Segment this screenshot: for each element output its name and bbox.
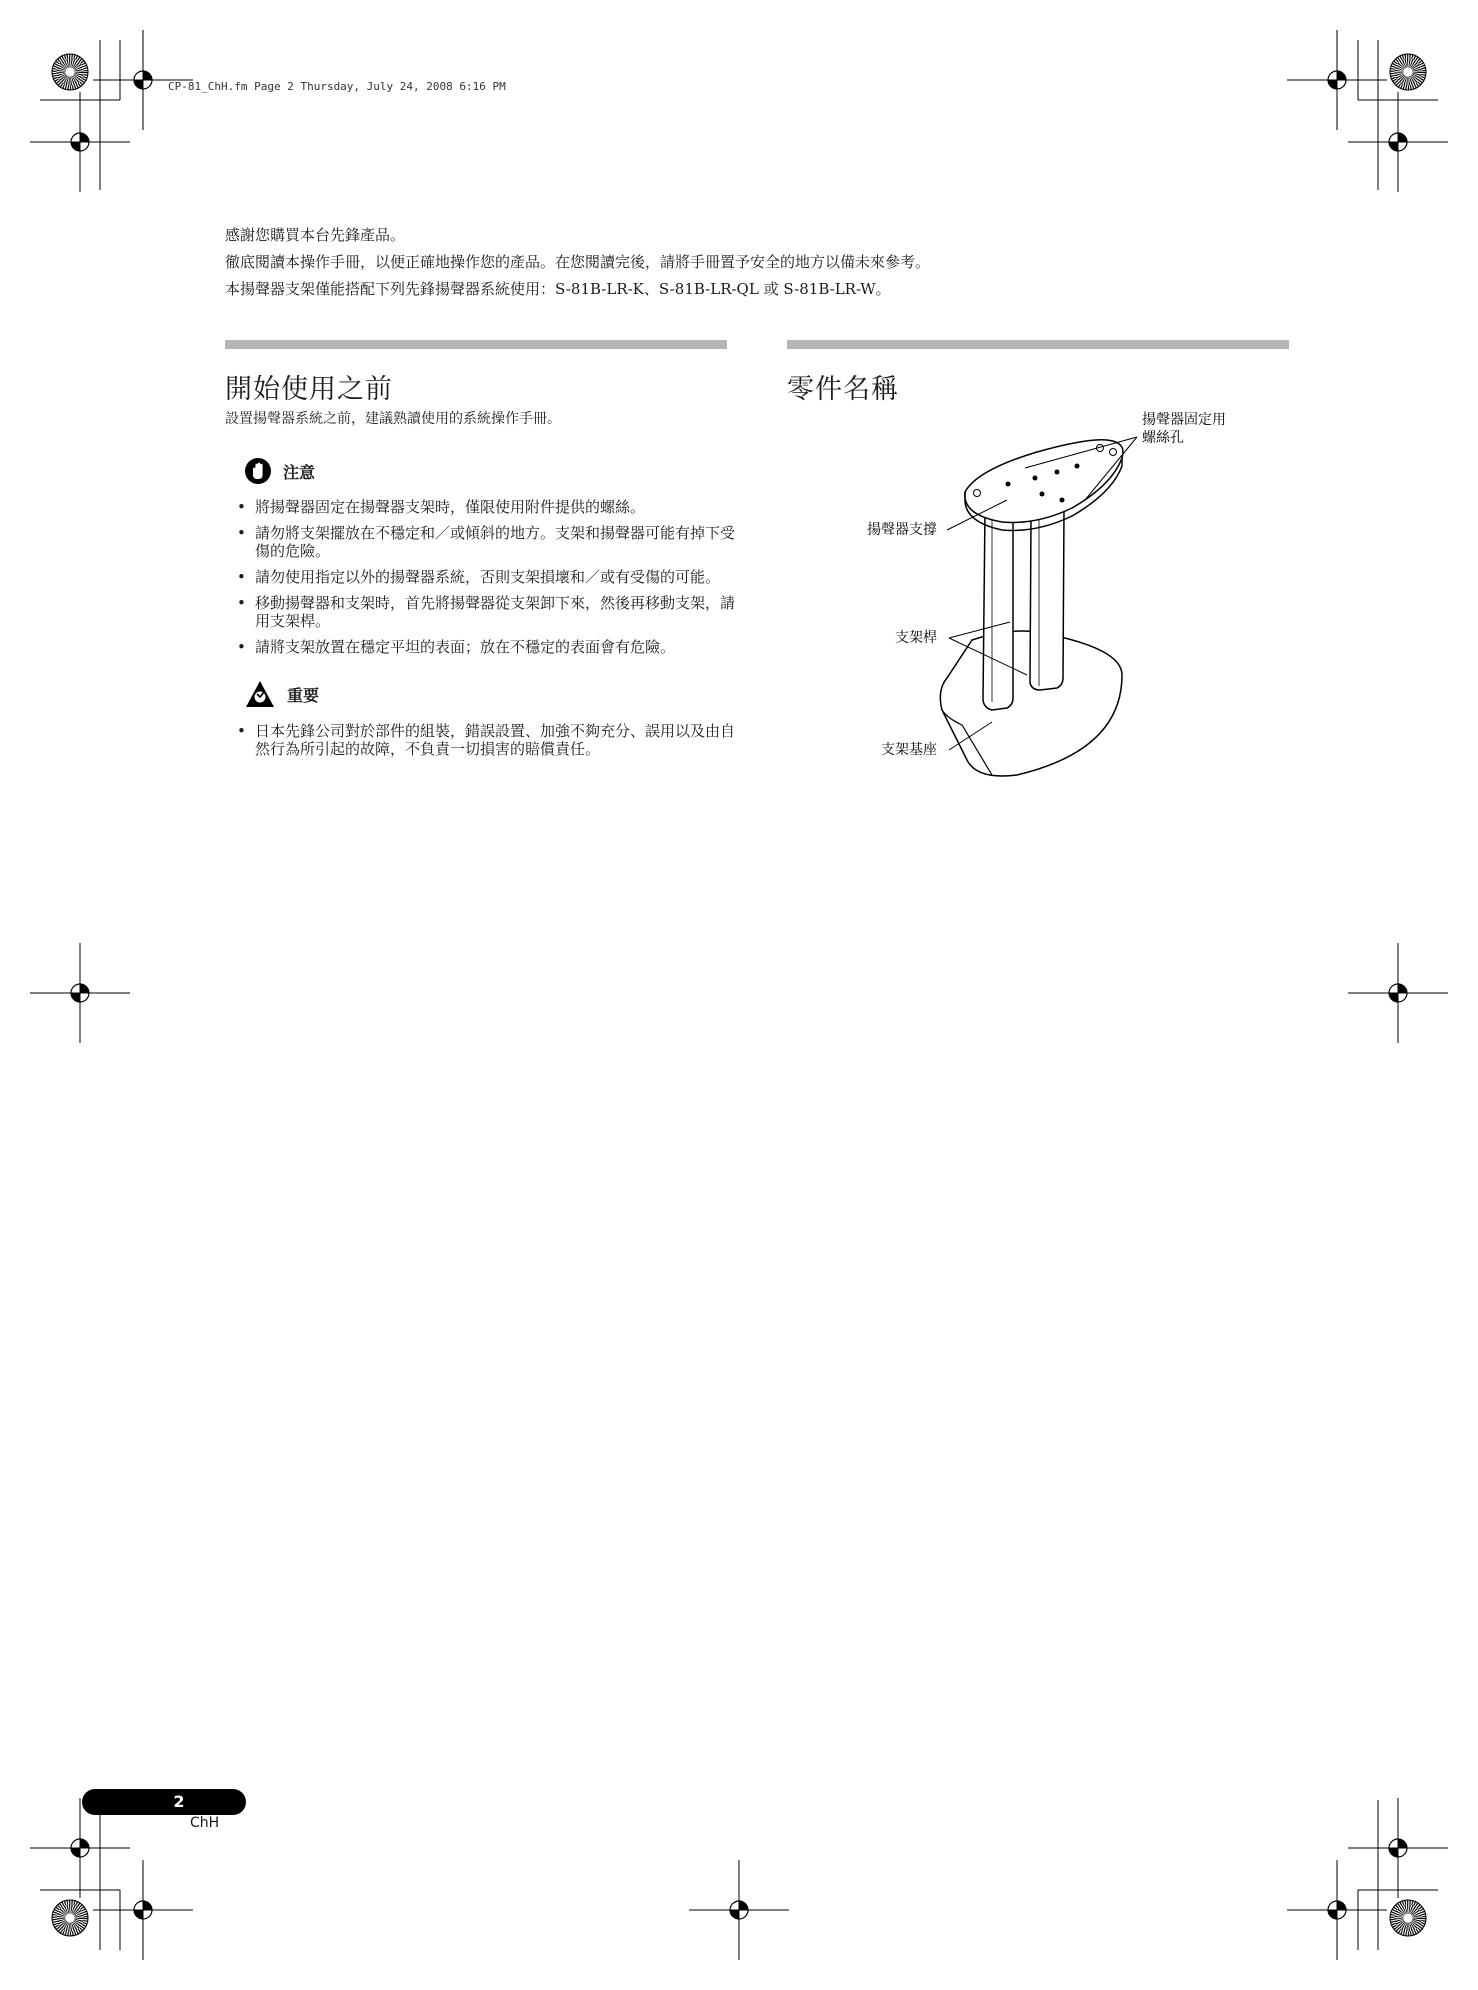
label-screw-holes-2: 螺絲孔	[1142, 430, 1184, 446]
important-label: 重要	[287, 685, 320, 705]
section-before-use	[225, 340, 736, 766]
section-desc: 設置揚聲器系統之前，建議熟讀使用的系統操作手冊。	[225, 411, 561, 427]
caution-hand-icon	[245, 458, 271, 484]
page-number-tab	[82, 1789, 246, 1815]
caution-label: 注意	[283, 462, 316, 482]
important-warning-icon	[245, 680, 275, 708]
label-screw-holes-1: 揚聲器固定用	[1142, 412, 1226, 428]
label-speaker-support: 揚聲器支撐	[867, 522, 937, 538]
section-rule	[787, 340, 1289, 349]
page-number: 2	[173, 1792, 185, 1811]
label-stand-pole: 支架桿	[895, 630, 937, 646]
speaker-stand-diagram	[787, 400, 1287, 800]
important-list	[225, 722, 736, 758]
important-heading	[245, 680, 727, 708]
section-rule	[225, 340, 727, 349]
list-item: • 日本先鋒公司對於部件的組裝，錯誤設置、加強不夠充分、誤用以及由自然行為所引起的故障，不負責一切損害的賠償責任。	[225, 722, 745, 758]
intro-line-1: 感謝您購買本台先鋒產品。	[225, 226, 406, 244]
intro-line-3: 本揚聲器支架僅能搭配下列先鋒揚聲器系統使用：S-81B-LR-K、S-81B-LR-QL 或 S-81B-LR-W。	[225, 280, 891, 298]
file-header-line: CP-81_ChH.fm Page 2 Thursday, July 24, 2008 6:16 PM	[168, 80, 506, 93]
list-item: • 移動揚聲器和支架時，首先將揚聲器從支架卸下來，然後再移動支架，請用支架桿。	[225, 594, 745, 630]
list-item: • 將揚聲器固定在揚聲器支架時，僅限使用附件提供的螺絲。	[225, 498, 745, 516]
section-parts-names	[787, 340, 1289, 408]
list-item: • 請勿將支架擺放在不穩定和／或傾斜的地方。支架和揚聲器可能有掉下受傷的危險。	[225, 524, 745, 560]
section-title-before-use: 開始使用之前	[225, 374, 393, 405]
caution-list	[225, 498, 736, 656]
language-code: ChH	[190, 1815, 220, 1831]
list-item: • 請將支架放置在穩定平坦的表面；放在不穩定的表面會有危險。	[225, 638, 745, 656]
intro-line-2: 徹底閱讀本操作手冊，以便正確地操作您的產品。在您閱讀完後，請將手冊置予安全的地方以備未來參考。	[225, 253, 931, 271]
caution-heading	[245, 458, 727, 484]
label-stand-base: 支架基座	[881, 742, 937, 758]
intro-text	[225, 222, 930, 303]
list-item: • 請勿使用指定以外的揚聲器系統，否則支架損壞和／或有受傷的可能。	[225, 568, 745, 586]
section-title-parts: 零件名稱	[787, 374, 899, 405]
